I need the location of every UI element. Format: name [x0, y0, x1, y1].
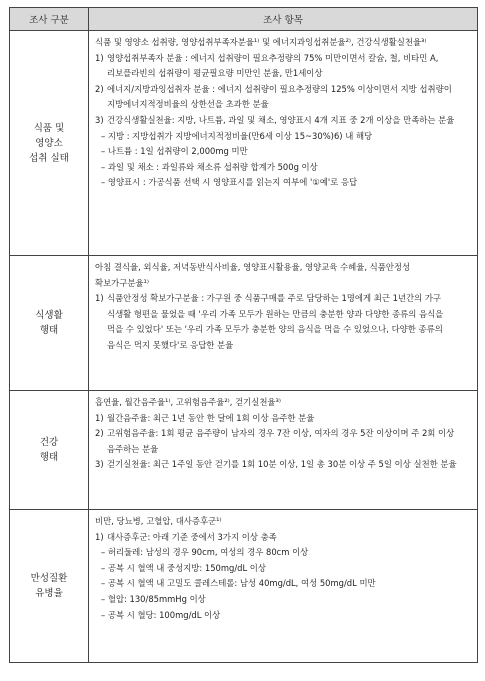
criteria-line: – 공복 시 혈당: 100mg/dL 이상: [101, 609, 221, 620]
footnote-text: 월간음주율: 최근 1년 동안 한 달에 1회 이상 음주한 분율: [107, 412, 315, 423]
footnote-text: 영양섭취부족자 분율 : 에너지 섭취량이 필요추정량의 75% 미만이면서 칼슘, 철, 비타민 A,: [107, 52, 439, 63]
footnote-line: [95, 113, 471, 129]
category-text: 섭취 실태: [29, 152, 69, 164]
survey-items-table: [9, 7, 478, 663]
criteria-line: – 공복 시 혈액 내 중성지방: 150mg/dL 이상: [101, 562, 266, 573]
items-cell: [89, 510, 478, 663]
footnote-text: 고위험음주율: 1회 평균 음주량이 남자의 경우 7잔 이상, 여자의 경우 5잔 이상이며 주 2회 이상: [107, 428, 455, 439]
continuation-line: 식생활 형편을 물었을 때 '우리 가족 모두가 원하는 만큼의 충분한 양과 다양한 종류의 음식을: [107, 308, 444, 319]
footnote-line: [95, 51, 471, 67]
continuation-line: 지방에너지적정비율의 상한선을 초과한 분율: [107, 99, 269, 110]
footnote-text: 걷기실천율: 최근 1주일 동안 걷기를 1회 10분 이상, 1일 총 30분 이상 주 5일 이상 실천한 분율: [107, 459, 457, 470]
footnote-line: [95, 426, 471, 442]
footnote-number: 2): [95, 428, 104, 439]
footnote-text: 에너지/지방과잉섭취자 분율 : 에너지 섭취량이 필요추정량의 125% 이상이면서 지방 섭취량이: [107, 83, 452, 94]
category-cell: [10, 510, 89, 663]
category-text: 건강: [39, 437, 59, 448]
criteria-line: – 혈압: 130/85mmHg 이상: [101, 593, 206, 604]
category-text: 유병율: [35, 588, 63, 599]
item-line: 확보가구분율¹⁾: [95, 277, 149, 288]
footnote-number: 2): [95, 83, 104, 94]
category-text: 행태: [39, 325, 59, 336]
criteria-line: – 영양표시 : 가공식품 선택 시 영양표시를 읽는지 여부에 '①예'로 응답: [101, 177, 358, 188]
criteria-line: – 공복 시 혈액 내 고밀도 콜레스테롤: 남성 40mg/dL, 여성 50mg/dL 미만: [101, 578, 376, 589]
footnote-line: [95, 457, 471, 473]
footnote-number: 3): [95, 114, 104, 125]
item-line: 식품 및 영양소 섭취량, 영양섭취부족자분율¹⁾ 및 에너지과잉섭취분율²⁾, 건강식생활실천율³⁾: [95, 37, 427, 47]
items-cell: [89, 256, 478, 391]
category-text: 만성질환: [30, 573, 68, 584]
category-text: 식품 및: [33, 122, 65, 134]
section-row-food-nutrient: [10, 31, 478, 256]
footnote-line: [95, 291, 471, 307]
item-line: 비만, 당뇨병, 고혈압, 대사증후군¹⁾: [95, 516, 222, 526]
footnote-number: 1): [95, 293, 104, 304]
items-cell: [89, 391, 478, 510]
footnote-number: 3): [95, 459, 104, 470]
criteria-line: – 나트륨 : 1일 섭취량이 2,000mg 미만: [101, 146, 248, 157]
category-text: 행태: [39, 452, 59, 463]
footnote-line: [95, 82, 471, 98]
item-line: 아침 결식율, 외식율, 저녁동반식사비율, 영양표시활용율, 영양교육 수혜율, 식품안정성: [95, 262, 411, 272]
continuation-line: 먹을 수 있었다' 또는 '우리 가족 모두가 충분한 양의 음식을 먹을 수 있었으나, 다양한 종류의: [107, 324, 443, 335]
category-cell: [10, 31, 89, 256]
footnote-number: 1): [95, 412, 104, 423]
footnote-text: 대사증후군: 아래 기준 중에서 3가지 이상 충족: [107, 531, 277, 542]
category-text: 영양소: [35, 137, 63, 149]
criteria-line: – 과일 및 채소 : 과일류와 채소류 섭취량 합계가 500g 이상: [101, 161, 318, 172]
section-row-dietary-behavior: [10, 256, 478, 391]
footnote-number: 1): [95, 52, 104, 63]
footnote-line: [95, 411, 471, 427]
criteria-line: – 지방 : 지방섭취가 지방에너지적정비율(만6세 이상 15~30%)6) 내 해당: [101, 130, 373, 141]
footnote-text: 건강식생활실천율: 지방, 나트륨, 과일 및 채소, 영양표시 4개 지표 중 2개 이상을 만족하는 분율: [107, 114, 455, 125]
items-cell: [89, 31, 478, 256]
criteria-line: – 허리둘레: 남성의 경우 90cm, 여성의 경우 80cm 이상: [101, 547, 309, 558]
header-items: 조사 항목: [89, 8, 478, 31]
continuation-line: 음주하는 분율: [107, 443, 159, 454]
item-line: 흡연율, 월간음주율¹⁾, 고위험음주율²⁾, 걷기실천율³⁾: [95, 397, 281, 407]
continuation-line: 리보플라빈의 섭취량이 평균필요량 미만인 분율, 만1세이상: [107, 68, 323, 79]
section-row-health-behavior: [10, 391, 478, 510]
footnote-number: 1): [95, 531, 104, 542]
section-row-chronic-disease: [10, 510, 478, 663]
category-text: 식생활: [35, 310, 63, 321]
footnote-text: 식품안정성 확보가구분율 : 가구원 중 식품구매를 주로 담당하는 1명에게 최근 1년간의 가구: [107, 293, 442, 304]
category-cell: [10, 391, 89, 510]
header-category: 조사 구분: [10, 8, 89, 31]
continuation-line: 음식은 먹지 못했다'로 응답한 분율: [107, 339, 234, 350]
table-header-row: [10, 8, 478, 31]
category-cell: [10, 256, 89, 391]
footnote-line: [95, 530, 471, 546]
